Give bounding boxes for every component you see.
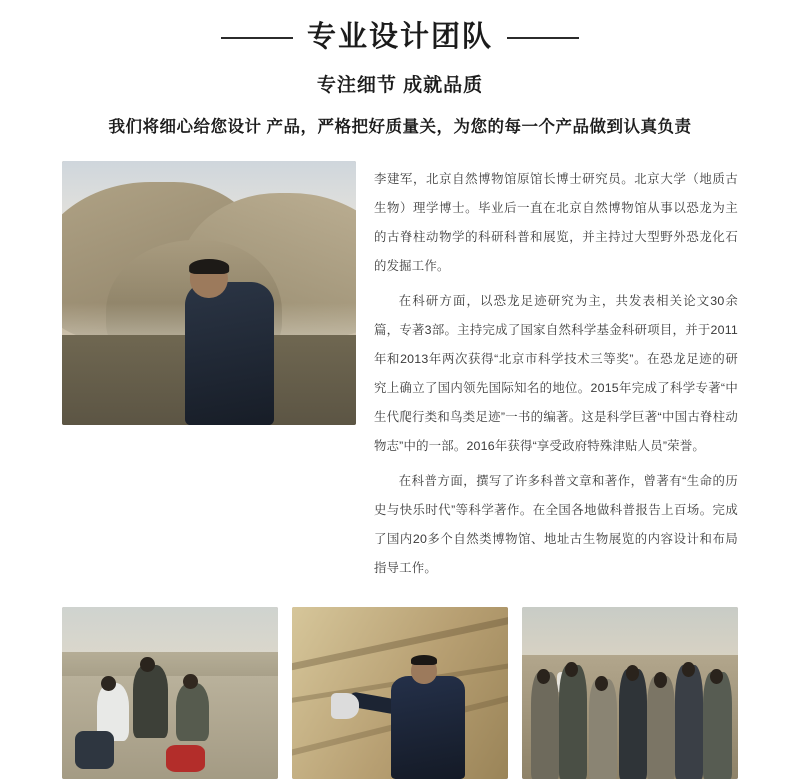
bio-paragraph: 在科研方面，以恐龙足迹研究为主，共发表相关论文30余篇，专著3部。主持完成了国家自然科学基金科研项目，并于2011年和2013年两次获得“北京市科学技术三等奖”。在恐龙足迹的研究上确立了国内领先国际知名的地位。2015年完成了科学专著“中生代爬行类和鸟类足迹”一书的编著。这是科学巨著“中国古脊柱动物志”中的一部。2016年获得“享受政府特殊津贴人员”荣誉。 — [374, 293, 738, 453]
title-rule-left — [221, 37, 293, 39]
gallery-photo-3-artwork — [522, 607, 738, 779]
page-subtitle: 专注细节 成就品质 — [316, 74, 484, 96]
portrait-photo — [62, 161, 356, 425]
gallery-photo-2-artwork — [292, 607, 508, 779]
biography-text — [374, 161, 738, 589]
page-title: 专业设计团队 — [306, 21, 493, 53]
gallery-strip — [0, 607, 800, 779]
gallery-photo-group — [522, 607, 738, 779]
gallery-photo-1-artwork — [62, 607, 278, 779]
title-rule-right — [507, 37, 579, 39]
gallery-photo-lecture — [292, 607, 508, 779]
bio-paragraph: 李建军，北京自然博物馆原馆长博士研究员。北京大学（地质古生物）理学博士。毕业后一直在北京自然博物馆从事以恐龙为主的古脊柱动物学的科研科普和展览，并主持过大型野外恐龙化石的发掘工作。 — [374, 171, 738, 273]
title-row — [0, 22, 800, 54]
portrait-artwork — [62, 161, 356, 425]
profile-section — [0, 161, 800, 589]
bio-paragraph: 在科普方面，撰写了许多科普文章和著作，曾著有“生命的历史与快乐时代”等科学著作。在全国各地做科普报告上百场。完成了国内20多个自然类博物馆、地址古生物展览的内容设计和布局指导工作。 — [374, 473, 738, 575]
gallery-photo-fieldwork — [62, 607, 278, 779]
page-header — [0, 0, 800, 137]
page-tagline: 我们将细心给您设计 产品，严格把好质量关，为您的每一个产品做到认真负责 — [108, 117, 692, 136]
